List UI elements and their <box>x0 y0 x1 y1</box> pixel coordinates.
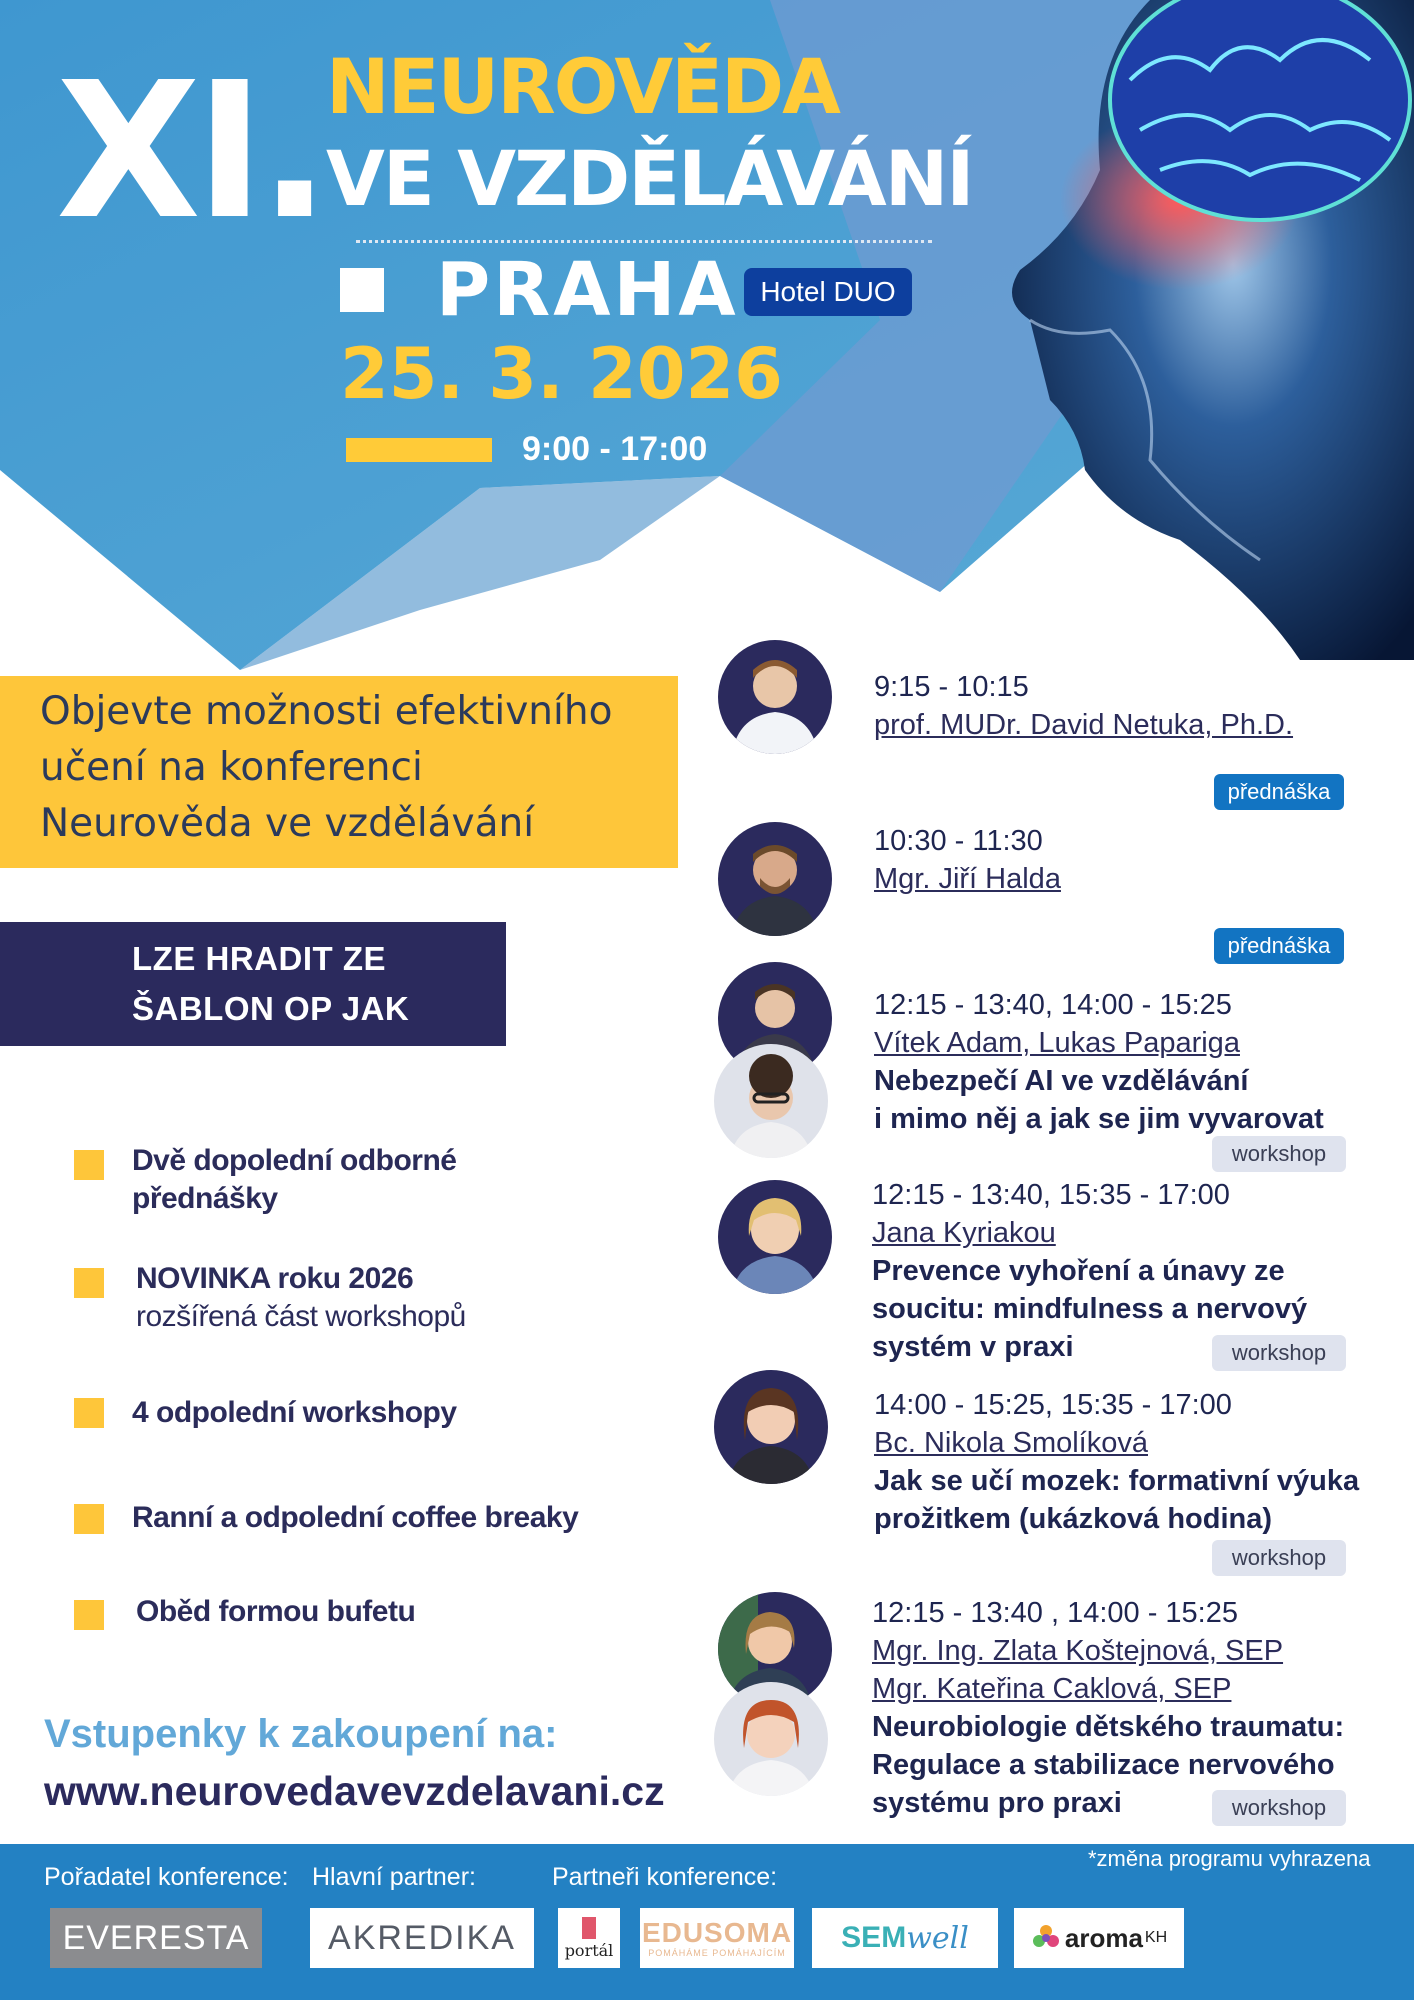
speaker-name-link[interactable]: Bc. Nikola Smolíková <box>874 1427 1148 1459</box>
session-title-line: Nebezpečí AI ve vzdělávání <box>874 1065 1249 1097</box>
edusoma-logo[interactable] <box>640 1908 794 1968</box>
main-partner-label: Hlavní partner: <box>312 1863 476 1891</box>
person-icon <box>718 1180 832 1294</box>
speaker-avatar <box>714 1370 828 1484</box>
speaker-avatar <box>714 1682 828 1796</box>
session-title-line: Regulace a stabilizace nervového <box>872 1749 1335 1781</box>
person-icon <box>714 1682 828 1796</box>
lecture-badge: přednáška <box>1214 774 1344 810</box>
person-icon <box>718 640 832 754</box>
aroma-kh-logo[interactable] <box>1014 1908 1184 1968</box>
session-title-line: i mimo něj a jak se jim vyvarovat <box>874 1103 1324 1135</box>
feature-item: 4 odpolední workshopy <box>132 1396 457 1429</box>
workshop-badge: workshop <box>1212 1540 1346 1576</box>
title-line-1: NEUROVĚDA <box>326 42 839 131</box>
workshop-badge: workshop <box>1212 1136 1346 1172</box>
everesta-logo-text: EVERESTA <box>62 1918 250 1957</box>
session-title <box>874 1062 1324 1138</box>
partners-label: Partneři konference: <box>552 1863 778 1891</box>
feature-line: přednášky <box>132 1182 278 1215</box>
lecture-badge: přednáška <box>1214 928 1344 964</box>
edusoma-logo-text: EDUSOMA <box>641 1917 793 1948</box>
session-title-line: Jak se učí mozek: formativní výuka <box>874 1465 1360 1497</box>
speaker-name-link[interactable]: Mgr. Kateřina Caklová, SEP <box>872 1673 1232 1705</box>
session-time: 12:15 - 13:40, 15:35 - 17:00 <box>872 1179 1230 1211</box>
speaker-name-link[interactable]: Vítek Adam, Lukas Papariga <box>874 1027 1240 1059</box>
program-change-note: *změna programu vyhrazena <box>1088 1846 1371 1871</box>
feature-bullet <box>74 1600 104 1630</box>
workshop-badge: workshop <box>1212 1335 1346 1371</box>
speaker-avatar <box>718 1180 832 1294</box>
feature-item <box>136 1260 466 1336</box>
feature-bullet <box>74 1398 104 1428</box>
event-date: 25. 3. 2026 <box>340 333 783 415</box>
akredika-logo[interactable] <box>310 1908 534 1968</box>
feature-line: rozšířená část workshopů <box>136 1300 466 1333</box>
organizer-label: Pořadatel konference: <box>44 1863 289 1891</box>
intro-line-1: Objevte možnosti efektivního <box>40 689 613 734</box>
venue-badge: Hotel DUO <box>744 268 912 316</box>
session-title-line: soucitu: mindfulness a nervový <box>872 1293 1308 1325</box>
portal-logo[interactable] <box>558 1908 620 1968</box>
session-time: 14:00 - 15:25, 15:35 - 17:00 <box>874 1389 1232 1421</box>
session-time: 12:15 - 13:40, 14:00 - 15:25 <box>874 989 1232 1021</box>
person-icon <box>714 1044 828 1158</box>
session-title-line: Prevence vyhoření a únavy ze <box>872 1255 1285 1287</box>
speaker-avatar <box>718 640 832 754</box>
session-time: 12:15 - 13:40 , 14:00 - 15:25 <box>872 1597 1238 1629</box>
semwell-logo-text-b: well <box>906 1920 969 1956</box>
session-title-line: systém v praxi <box>872 1331 1074 1363</box>
speaker-avatar <box>714 1044 828 1158</box>
portal-logo-text: portál <box>564 1940 614 1960</box>
portal-mark-icon <box>582 1917 596 1939</box>
aroma-logo-text: aroma <box>1064 1922 1143 1953</box>
feature-bullet <box>74 1504 104 1534</box>
speaker-name-link[interactable]: Mgr. Jiří Halda <box>874 863 1061 895</box>
edition-number: XI. <box>56 42 325 261</box>
feature-bullet <box>74 1150 104 1180</box>
funding-line-2: ŠABLON OP JAK <box>132 990 410 1027</box>
feature-item: Oběd formou bufetu <box>136 1595 416 1628</box>
speaker-avatar <box>718 822 832 936</box>
title-divider <box>356 240 932 243</box>
session-title <box>874 1462 1359 1538</box>
session-title-line: Neurobiologie dětského traumatu: <box>872 1711 1345 1743</box>
feature-bullet <box>74 1268 104 1298</box>
intro-line-2: učení na konferenci <box>40 745 423 790</box>
feature-item <box>132 1142 457 1218</box>
feature-line: Dvě dopolední odborné <box>132 1144 457 1177</box>
workshop-badge: workshop <box>1212 1790 1346 1826</box>
semwell-logo-text-a: SEM <box>841 1921 907 1954</box>
funding-line-1: LZE HRADIT ZE <box>132 940 386 977</box>
speaker-name-link[interactable]: Jana Kyriakou <box>872 1217 1056 1249</box>
everesta-logo[interactable] <box>50 1908 262 1968</box>
title-line-2: VE VZDĚLÁVÁNÍ <box>326 134 973 223</box>
intro-text <box>40 684 670 852</box>
akredika-logo-text: AKREDIKA <box>328 1918 516 1957</box>
speaker-name-link[interactable]: Mgr. Ing. Zlata Koštejnová, SEP <box>872 1635 1284 1667</box>
session-time: 9:15 - 10:15 <box>874 671 1029 703</box>
city-marker-square <box>340 268 384 312</box>
session-title-line: systému pro praxi <box>872 1787 1122 1819</box>
speaker-name-link[interactable]: prof. MUDr. David Netuka, Ph.D. <box>874 709 1294 741</box>
aroma-kh-text: KH <box>1144 1929 1168 1946</box>
tickets-url-link[interactable]: www.neurovedavevzdelavani.cz <box>44 1768 665 1814</box>
funding-text <box>132 934 409 1034</box>
date-underline-bar <box>346 438 492 462</box>
session-time: 10:30 - 11:30 <box>874 825 1043 857</box>
aroma-flower-icon <box>1031 1923 1061 1953</box>
person-icon <box>714 1370 828 1484</box>
person-icon <box>718 822 832 936</box>
feature-line: NOVINKA roku 2026 <box>136 1262 414 1295</box>
city-name: PRAHA <box>436 247 739 333</box>
tickets-label: Vstupenky k zakoupení na: <box>44 1712 558 1756</box>
event-time: 9:00 - 17:00 <box>522 430 708 468</box>
semwell-logo[interactable] <box>812 1908 998 1968</box>
edusoma-tagline: POMÁHÁME POMÁHAJÍCÍM <box>648 1948 786 1958</box>
feature-item: Ranní a odpolední coffee breaky <box>132 1501 579 1534</box>
intro-line-3: Neurověda ve vzdělávání <box>40 801 535 846</box>
session-title-line: prožitkem (ukázková hodina) <box>874 1503 1273 1535</box>
